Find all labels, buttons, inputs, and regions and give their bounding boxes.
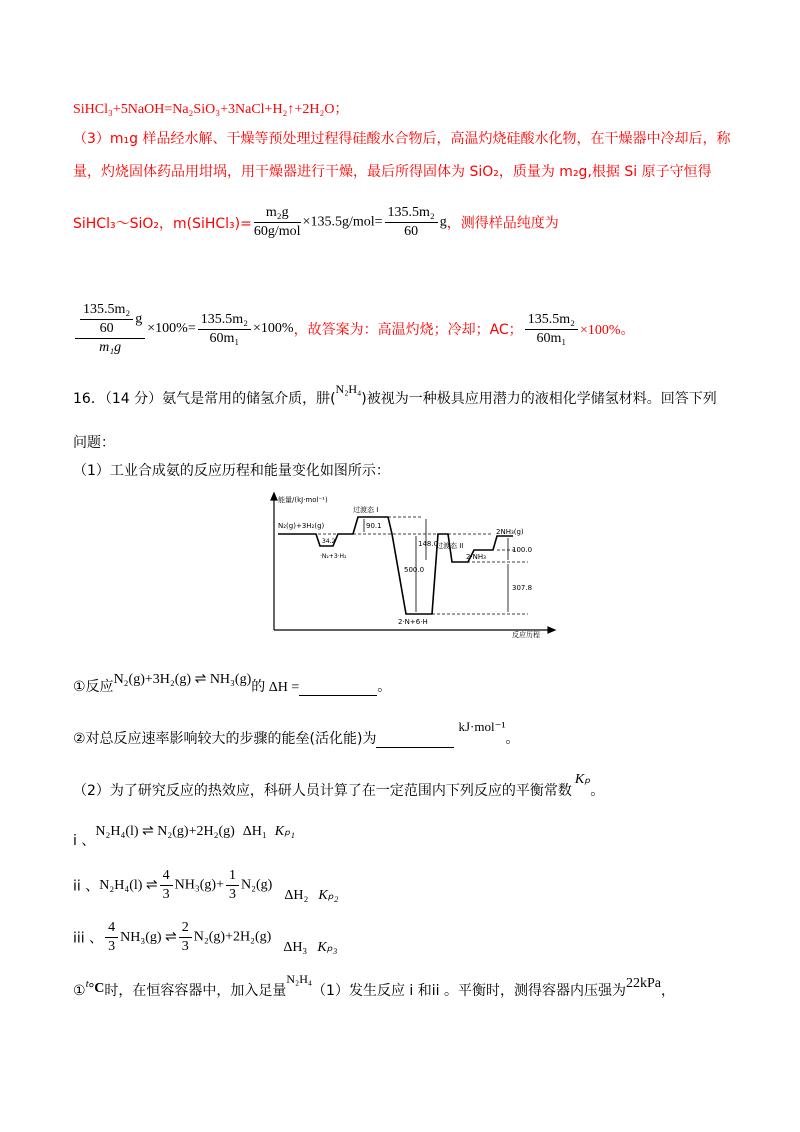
diagram-x-label: 反应历程 <box>512 631 540 639</box>
relation-unit: g <box>439 214 447 230</box>
reaction-iii-frac2 <box>179 920 192 955</box>
solution-part3-line1: （3）m₁g 样品经水解、干燥等预处理过程得硅酸水合物后，高温灼烧硅酸水化物，在干燥器中冷却后，称 <box>73 131 731 147</box>
diagram-34-label: 34.2 <box>322 538 336 545</box>
diagram-adsorbed-label: ·N₂+3·H₂ <box>320 553 347 560</box>
reaction-i-label: i 、 <box>73 833 96 849</box>
answer-tail: ×100%。 <box>579 323 635 338</box>
reaction-i-equation: N₂H₄(l) ⇌ N₂(g)+2H₂(g) <box>95 824 235 839</box>
diagram-500-label: 500.0 <box>404 566 425 574</box>
reaction-ii-label: ii 、 <box>73 878 100 895</box>
reaction-ii-dh: ΔH₂ <box>284 887 309 903</box>
reaction-ii-k: Kₚ₂ <box>318 887 339 903</box>
reaction-iii-frac2-den: 3 <box>181 939 189 954</box>
q2-1-temp-unit: °C <box>88 981 105 996</box>
q1-2-text: ②对总反应速率影响较大的步骤的能垒(活化能)为 <box>73 731 377 747</box>
q2-1 <box>73 972 675 1000</box>
q2-1-pressure: 22kPa <box>625 976 661 991</box>
mass-fraction <box>254 205 301 240</box>
relation-prefix: SiHCl₃～SiO₂，m(SiHCl₃)= <box>73 215 252 232</box>
q1-2-end: 。 <box>505 731 520 747</box>
answer-fraction-den: 60m₁ <box>536 330 567 346</box>
purity-fraction-den: 60m₁ <box>209 330 240 346</box>
q2-1-formula: N₂H₄ <box>286 972 313 986</box>
q1-2-answer-blank[interactable] <box>376 733 454 748</box>
q1-1-delta-h: 的 ΔH = <box>251 680 300 695</box>
q16-intro-line2: 问题： <box>73 435 115 451</box>
purity-fraction-num: 135.5m₂ <box>198 312 251 330</box>
diagram-ts1-label: 过渡态 I <box>353 506 379 514</box>
molar-fraction <box>385 205 438 240</box>
answer-fraction <box>525 312 578 347</box>
q2-1-end: ， <box>660 983 675 999</box>
q1-1-equation: N₂(g)+3H₂(g) ⇌ NH₃(g) <box>113 672 252 687</box>
q16-start: 16．（14 分）氨气是常用的储氢介质，肼( <box>73 391 336 407</box>
q1-1 <box>73 672 392 696</box>
mass-fraction-num: m₂g <box>254 205 301 223</box>
q2-1-temp-symbol: t <box>85 978 89 990</box>
reaction-iii-frac1-num: 4 <box>105 920 118 938</box>
diagram-100-label: 100.0 <box>512 546 533 554</box>
reaction-i <box>73 820 295 849</box>
q1-1-answer-blank[interactable] <box>299 681 377 696</box>
purity-fraction <box>198 312 251 347</box>
purity-inner-den: 60 <box>99 321 114 336</box>
reaction-iii-part-a: NH₃(g) ⇌ <box>120 930 177 945</box>
reaction-ii-frac2 <box>226 868 239 903</box>
reaction-i-dh: ΔH₁ <box>242 824 267 839</box>
molar-fraction-den: 60 <box>404 224 419 239</box>
answer-fraction-num: 135.5m₂ <box>525 312 578 330</box>
mass-relation <box>73 205 559 240</box>
diagram-y-label: 能量/(kJ·mol⁻¹) <box>278 496 328 504</box>
q2-intro <box>73 772 605 800</box>
q1-1-end: 。 <box>377 679 392 695</box>
q2-1-prefix: ① <box>73 983 86 999</box>
reaction-ii-frac2-den: 3 <box>229 887 236 902</box>
diagram-atoms-label: 2·N+6·H <box>398 618 428 626</box>
q2-kp: Kₚ <box>574 772 591 787</box>
q1-2 <box>73 719 520 748</box>
molar-fraction-num: 135.5m₂ <box>385 205 438 223</box>
reaction-iii-frac1 <box>105 920 118 955</box>
reaction-ii-frac1-num: 4 <box>160 868 173 886</box>
diagram-ts2-label: 过渡态 II <box>436 542 464 550</box>
solution-part3-line2: 量，灼烧固体药品用坩埚，用干燥器进行干燥，最后所得固体为 SiO₂，质量为 m₂g,根据 Si 原子守恒得 <box>73 164 712 180</box>
q2-text: （2）为了研究反应的热效应，科研人员计算了在一定范围内下列反应的平衡常数 <box>73 783 572 799</box>
y-axis-arrow <box>271 493 277 500</box>
solution-equation: SiHCl₃+5NaOH=Na₂SiO₃+3NaCl+H₂↑+2H₂O； <box>73 102 349 117</box>
reaction-ii-frac1-den: 3 <box>162 887 170 902</box>
relation-suffix: ，测得样品纯度为 <box>446 215 559 232</box>
purity-inner-unit: g <box>135 311 143 327</box>
q1-1-prefix: ①反应 <box>73 679 114 695</box>
purity-compound-den: m₁g <box>99 340 122 355</box>
purity-times1: ×100%= <box>147 321 196 336</box>
reaction-ii-part-c: N₂(g) <box>241 877 273 893</box>
purity-expression <box>73 302 635 356</box>
reaction-ii-part-a: N₂H₄(l) ⇌ <box>99 878 158 893</box>
diagram-90-label: 90.1 <box>366 522 382 530</box>
reaction-iii-k: Kₚ₃ <box>317 939 338 955</box>
purity-inner-num: 135.5m₂ <box>80 302 133 320</box>
energy-path <box>278 517 513 614</box>
reaction-ii-frac2-num: 1 <box>226 868 239 886</box>
purity-compound-num <box>75 302 145 339</box>
reaction-iii-label: iii 、 <box>73 930 104 947</box>
relation-mid: ×135.5g/mol= <box>302 214 383 230</box>
reaction-iii <box>73 920 338 956</box>
diagram-148-label: 148.0 <box>418 540 439 548</box>
diagram-nh3-ads-label: 2·NH₃ <box>466 553 486 561</box>
reaction-ii-part-b: NH₃(g)+ <box>174 877 224 893</box>
diagram-reactants-label: N₂(g)+3H₂(g) <box>278 522 325 530</box>
reaction-iii-frac1-den: 3 <box>108 939 116 954</box>
q2-1-text2: （1）发生反应 i 和ii 。平衡时，测得容器内压强为 <box>312 983 626 999</box>
mass-fraction-den: 60g/mol <box>253 224 301 239</box>
energy-diagram <box>268 490 558 640</box>
reaction-iii-dh: ΔH₃ <box>283 939 308 955</box>
q16-part1: （1）工业合成氨的反应历程和能量变化如图所示： <box>73 463 390 479</box>
q2-1-text1: 时，在恒容容器中，加入足量 <box>104 983 287 999</box>
reaction-iii-frac2-num: 2 <box>179 920 192 938</box>
q16-intro-line1 <box>73 382 717 408</box>
q1-2-unit: kJ·mol⁻¹ <box>458 719 506 734</box>
reaction-ii-frac1 <box>160 868 173 903</box>
diagram-307-label: 307.8 <box>512 584 533 592</box>
reaction-iii-part-b: N₂(g)+2H₂(g) <box>193 929 272 945</box>
reaction-ii <box>73 868 339 904</box>
answer-text: ，故答案为：高温灼烧；冷却；AC； <box>293 322 523 338</box>
q16-formula: N₂H₄ <box>335 382 362 396</box>
purity-compound-fraction <box>75 302 145 356</box>
q16-end: )被视为一种极具应用潜力的液相化学储氢材料。回答下列 <box>361 391 717 407</box>
x-axis-arrow <box>548 627 555 633</box>
reaction-i-k: Kₚ₁ <box>274 824 295 839</box>
q2-end: 。 <box>590 783 605 799</box>
purity-inner-fraction <box>80 302 133 337</box>
diagram-nh3-gas-label: 2NH₃(g) <box>496 528 524 536</box>
purity-times2: ×100% <box>253 321 294 336</box>
